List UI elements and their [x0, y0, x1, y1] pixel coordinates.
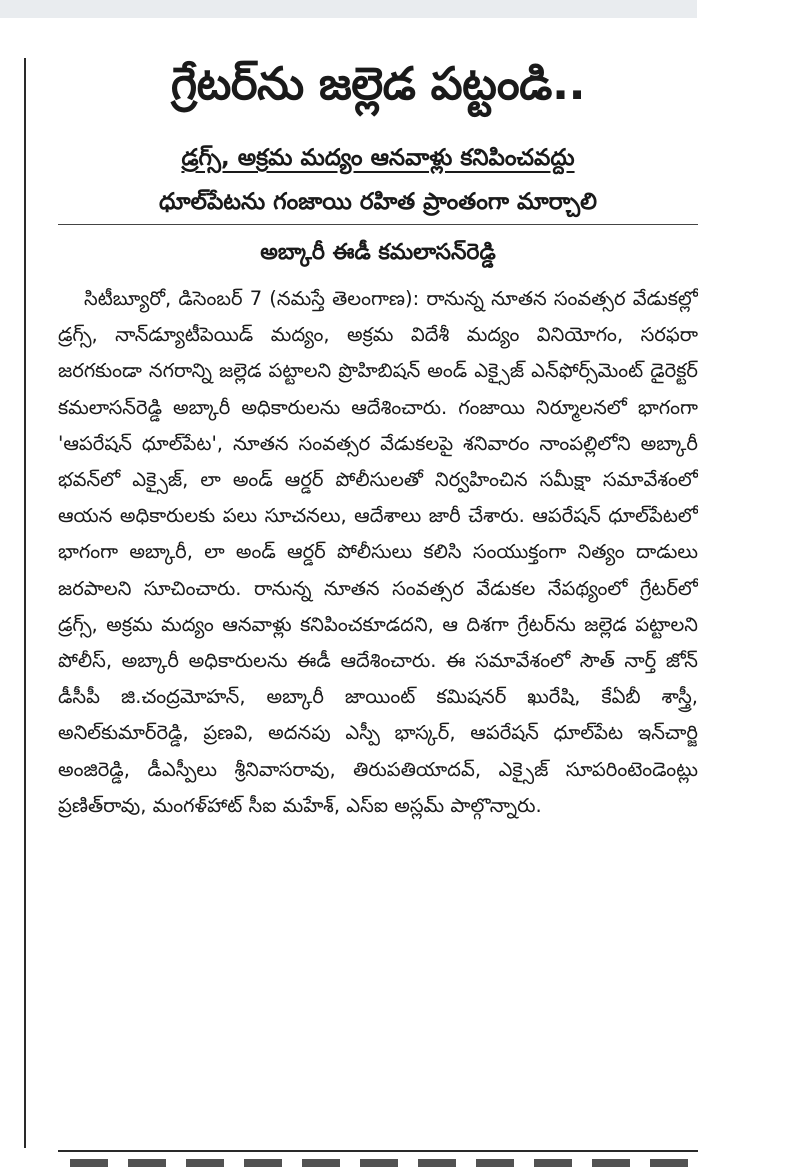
column-rule-bottom [58, 1150, 698, 1152]
article-byline: అబ్కారీ ఈడీ కమలాసన్‌రెడ్డి [260, 240, 496, 265]
next-article-heading-cropped [70, 1153, 690, 1167]
article-deck-2: ధూల్‌పేటను గంజాయి రహిత ప్రాంతంగా మార్చాలి [58, 180, 698, 225]
article-deck-1-text: డ్రగ్స్‌, అక్రమ మద్యం ఆనవాళ్లు కనిపించవద్దు [181, 145, 575, 171]
column-rule-left [24, 58, 26, 1148]
article-headline: గ్రేటర్‌ను జల్లెడ పట్టండి.. [170, 57, 586, 110]
article-body: సిటీబ్యూరో, డిసెంబర్‌ 7 (నమస్తే తెలంగాణ): రానున్న నూతన సంవత్సర వేడుకల్లో డ్రగ్స్‌, నాన్‌డ్యూటీపెయిడ్‌ మద్యం, అక్రమ విదేశీ మద్యం వినియోగం, సరఫరా జరగకుండా నగరాన్ని జల్లెడ పట్టాలని ప్రొహిబిషన్‌ అండ్‌ ఎక్సైజ్‌ ఎన్‌ఫోర్స్‌మెంట్‌ డైరెక్టర్‌ కమలాసన్‌రెడ్డి అబ్కారీ అధికారులను ఆదేశించారు. గంజాయి నిర్మూలనలో భాగంగా 'ఆపరేషన్‌ ధూల్‌పేట', నూతన సంవత్సర వేడుకలపై శనివారం నాంపల్లిలోని అబ్కారీ భవన్‌లో ఎక్సైజ్‌, లా అండ్‌ ఆర్డర్‌ పోలీసులతో నిర్వహించిన సమీక్షా సమావేశంలో ఆయన అధికారులకు పలు సూచనలు, ఆదేశాలు జారీ చేశారు. ఆపరేషన్‌ ధూల్‌పేటలో భాగంగా అబ్కారీ, లా అండ్‌ ఆర్డర్‌ పోలీసులు కలిసి సంయుక్తంగా నిత్యం దాడులు జరపాలని సూచించారు. రానున్న నూతన సంవత్సర వేడుకల నేపథ్యంలో గ్రేటర్‌లో డ్రగ్స్‌, అక్రమ మద్యం ఆనవాళ్లు కనిపించకూడదని, ఆ దిశగా గ్రేటర్‌ను జల్లెడ పట్టాలని పోలీస్‌, అబ్కారీ అధికారులను ఈడీ ఆదేశించారు. ఈ సమావేశంలో సౌత్‌ నార్త్‌ జోన్‌ డీసీపీ జి.చంద్రమోహన్‌, అబ్కారీ జాయింట్‌ కమిషనర్‌ ఖురేషి, కేఏబీ శాస్త్రీ, అనిల్‌కుమార్‌రెడ్డి, ప్రణవి, అదనపు ఎస్పీ భాస్కర్‌, ఆపరేషన్‌ ధూల్‌పేట ఇన్‌చార్జి అంజిరెడ్డి, డీఎస్పీలు శ్రీనివాసరావు, తిరుపతియాదవ్‌, ఎక్సైజ్‌ సూపరింటెండెంట్లు ప్రణిత్‌రావు, మంగళ్‌హాట్‌ సీఐ మహేశ్‌, ఎస్‌ఐ అస్లమ్‌ పాల్గొన్నారు. [58, 287, 698, 817]
article-deck-1 [58, 136, 698, 180]
top-clipping-strip [0, 0, 697, 18]
cropped-heading-fragment [70, 1159, 690, 1167]
news-article [58, 48, 698, 1051]
